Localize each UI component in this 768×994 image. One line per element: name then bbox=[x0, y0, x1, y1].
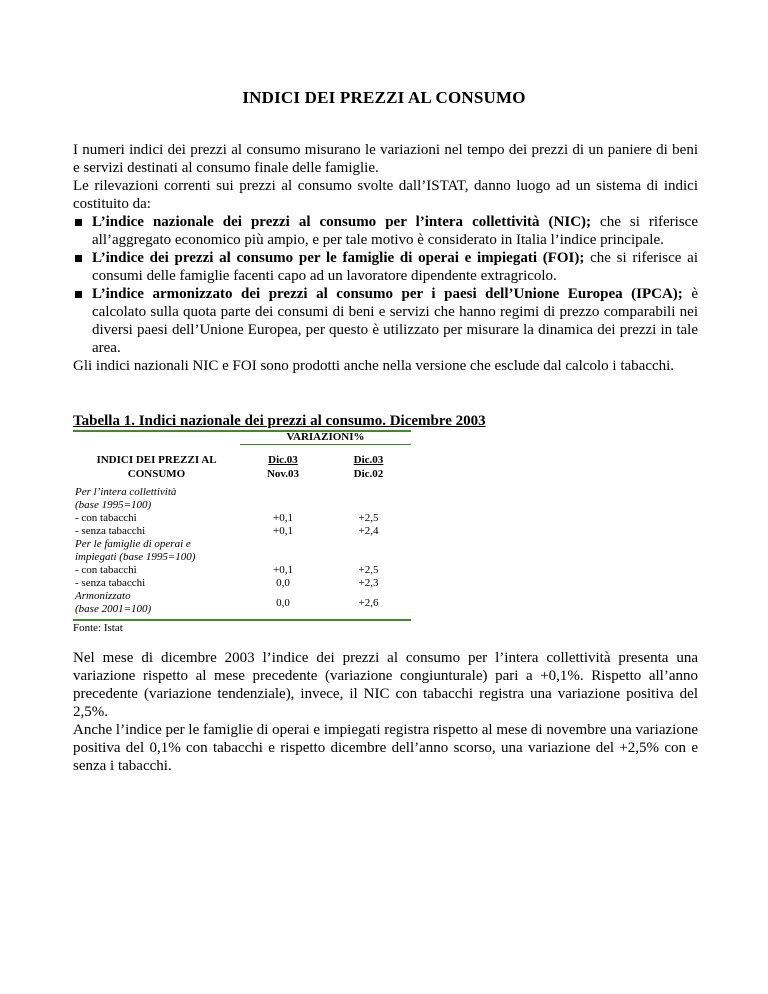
row-label-foi-con: - con tabacchi bbox=[75, 564, 137, 576]
list-item-ipca bbox=[73, 285, 698, 357]
closing-paragraph-2: Anche l’indice per le famiglie di operai e impiegati registra rispetto al mese di novembre una variazione positiva del 0,1% con tabacchi e rispetto dicembre dell’anno scorso, una variazione del +2,5% con e senza i tabacchi. bbox=[73, 722, 698, 774]
column-header-monthly-line-2: Nov.03 bbox=[266, 468, 300, 480]
cell-foi-con-yearly: +2,5 bbox=[358, 564, 379, 576]
table-caption: Tabella 1. Indici nazionale dei prezzi al consumo. Dicembre 2003 bbox=[73, 413, 486, 429]
list-item-nic-title: L’indice nazionale dei prezzi al consumo per l’intera collettività (NIC); bbox=[92, 214, 592, 230]
square-bullet-icon bbox=[75, 291, 82, 298]
closing-paragraph-1: Nel mese di dicembre 2003 l’indice dei prezzi al consumo per l’intera collettività presenta una variazione rispetto al mese precedente (variazione congiunturale) pari a +0,1%. Rispetto all’anno precedente (variazione tendenziale), invece, il NIC con tabacchi registra una variazione positiva del 2,5%. bbox=[73, 650, 698, 720]
row-header-line-1: INDICI DEI PREZZI AL bbox=[96, 454, 217, 466]
table-source: Fonte: Istat bbox=[73, 622, 123, 634]
intro-paragraph-3: Gli indici nazionali NIC e FOI sono prodotti anche nella versione che esclude dal calcolo i tabacchi. bbox=[73, 358, 675, 374]
column-header-monthly bbox=[240, 453, 326, 481]
group-label-foi: Per le famiglie di operai e bbox=[75, 538, 191, 550]
list-item-foi-text: che si riferisce ai consumi delle famiglie facenti capo ad un lavoratore dipendente extragricolo. bbox=[92, 250, 698, 284]
square-bullet-icon bbox=[75, 255, 82, 262]
row-label-nic-con: - con tabacchi bbox=[75, 512, 137, 524]
list-item-foi-title: L’indice dei prezzi al consumo per le famiglie di operai e impiegati (FOI); bbox=[92, 250, 585, 266]
group-label-nic-base: (base 1995=100) bbox=[75, 499, 152, 511]
table-row-labels bbox=[75, 486, 195, 616]
cell-nic-senza-yearly: +2,4 bbox=[358, 525, 379, 537]
column-header-yearly-line-1: Dic.03 bbox=[353, 454, 384, 466]
list-item-ipca-text: è calcolato sulla quota parte dei consumi di beni e servizi che hanno regimi di prezzo comparabili nei diversi paesi dell’Unione Europea, per questo è utilizzato per misurare la dinamica dei prezzi in tale area. bbox=[92, 286, 698, 356]
cell-ipca-yearly: +2,6 bbox=[358, 597, 379, 609]
variazioni-header: VARIAZIONI% bbox=[286, 431, 365, 443]
row-header bbox=[73, 453, 240, 481]
intro-paragraph-1: I numeri indici dei prezzi al consumo misurano le variazioni nel tempo dei prezzi di un paniere di beni e servizi destinati al consumo finale delle famiglie. bbox=[73, 142, 698, 176]
column-header-yearly bbox=[326, 453, 411, 481]
group-label-nic: Per l’intera collettività bbox=[75, 486, 177, 498]
column-header-yearly-line-2: Dic.02 bbox=[353, 468, 384, 480]
cell-foi-senza-monthly: 0,0 bbox=[276, 577, 290, 589]
group-label-ipca-base: (base 2001=100) bbox=[75, 603, 152, 615]
page-title: INDICI DEI PREZZI AL CONSUMO bbox=[242, 88, 526, 107]
list-item-foi bbox=[73, 249, 698, 285]
row-label-foi-senza: - senza tabacchi bbox=[75, 577, 146, 589]
row-label-nic-senza: - senza tabacchi bbox=[75, 525, 146, 537]
cell-nic-con-yearly: +2,5 bbox=[358, 512, 379, 524]
row-header-line-2: CONSUMO bbox=[127, 468, 186, 480]
cell-foi-con-monthly: +0,1 bbox=[273, 564, 293, 576]
closing-section bbox=[73, 649, 698, 775]
group-label-ipca: Armonizzato bbox=[75, 590, 131, 602]
list-item-ipca-title: L’indice armonizzato dei prezzi al consumo per i paesi dell’Unione Europea (IPCA); bbox=[92, 286, 683, 302]
group-label-foi-base: impiegati (base 1995=100) bbox=[75, 551, 196, 563]
table-bottom-rule bbox=[73, 619, 411, 621]
cell-nic-senza-monthly: +0,1 bbox=[273, 525, 293, 537]
intro-section bbox=[73, 141, 698, 375]
intro-paragraph-2: Le rilevazioni correnti sui prezzi al consumo svolte dall’ISTAT, danno luogo ad un sistema di indici costituito da: bbox=[73, 178, 698, 212]
index-list bbox=[73, 213, 698, 357]
table-group-rule bbox=[240, 444, 411, 445]
square-bullet-icon bbox=[75, 219, 82, 226]
cell-ipca-monthly: 0,0 bbox=[276, 597, 290, 609]
list-item-nic-text: che si riferisce all’aggregato economico più ampio, e per tale motivo è considerato in Italia l’indice principale. bbox=[92, 214, 698, 248]
cell-nic-con-monthly: +0,1 bbox=[273, 512, 293, 524]
column-header-monthly-line-1: Dic.03 bbox=[268, 454, 298, 466]
list-item-nic bbox=[73, 213, 698, 249]
cell-foi-senza-yearly: +2,3 bbox=[358, 577, 379, 589]
